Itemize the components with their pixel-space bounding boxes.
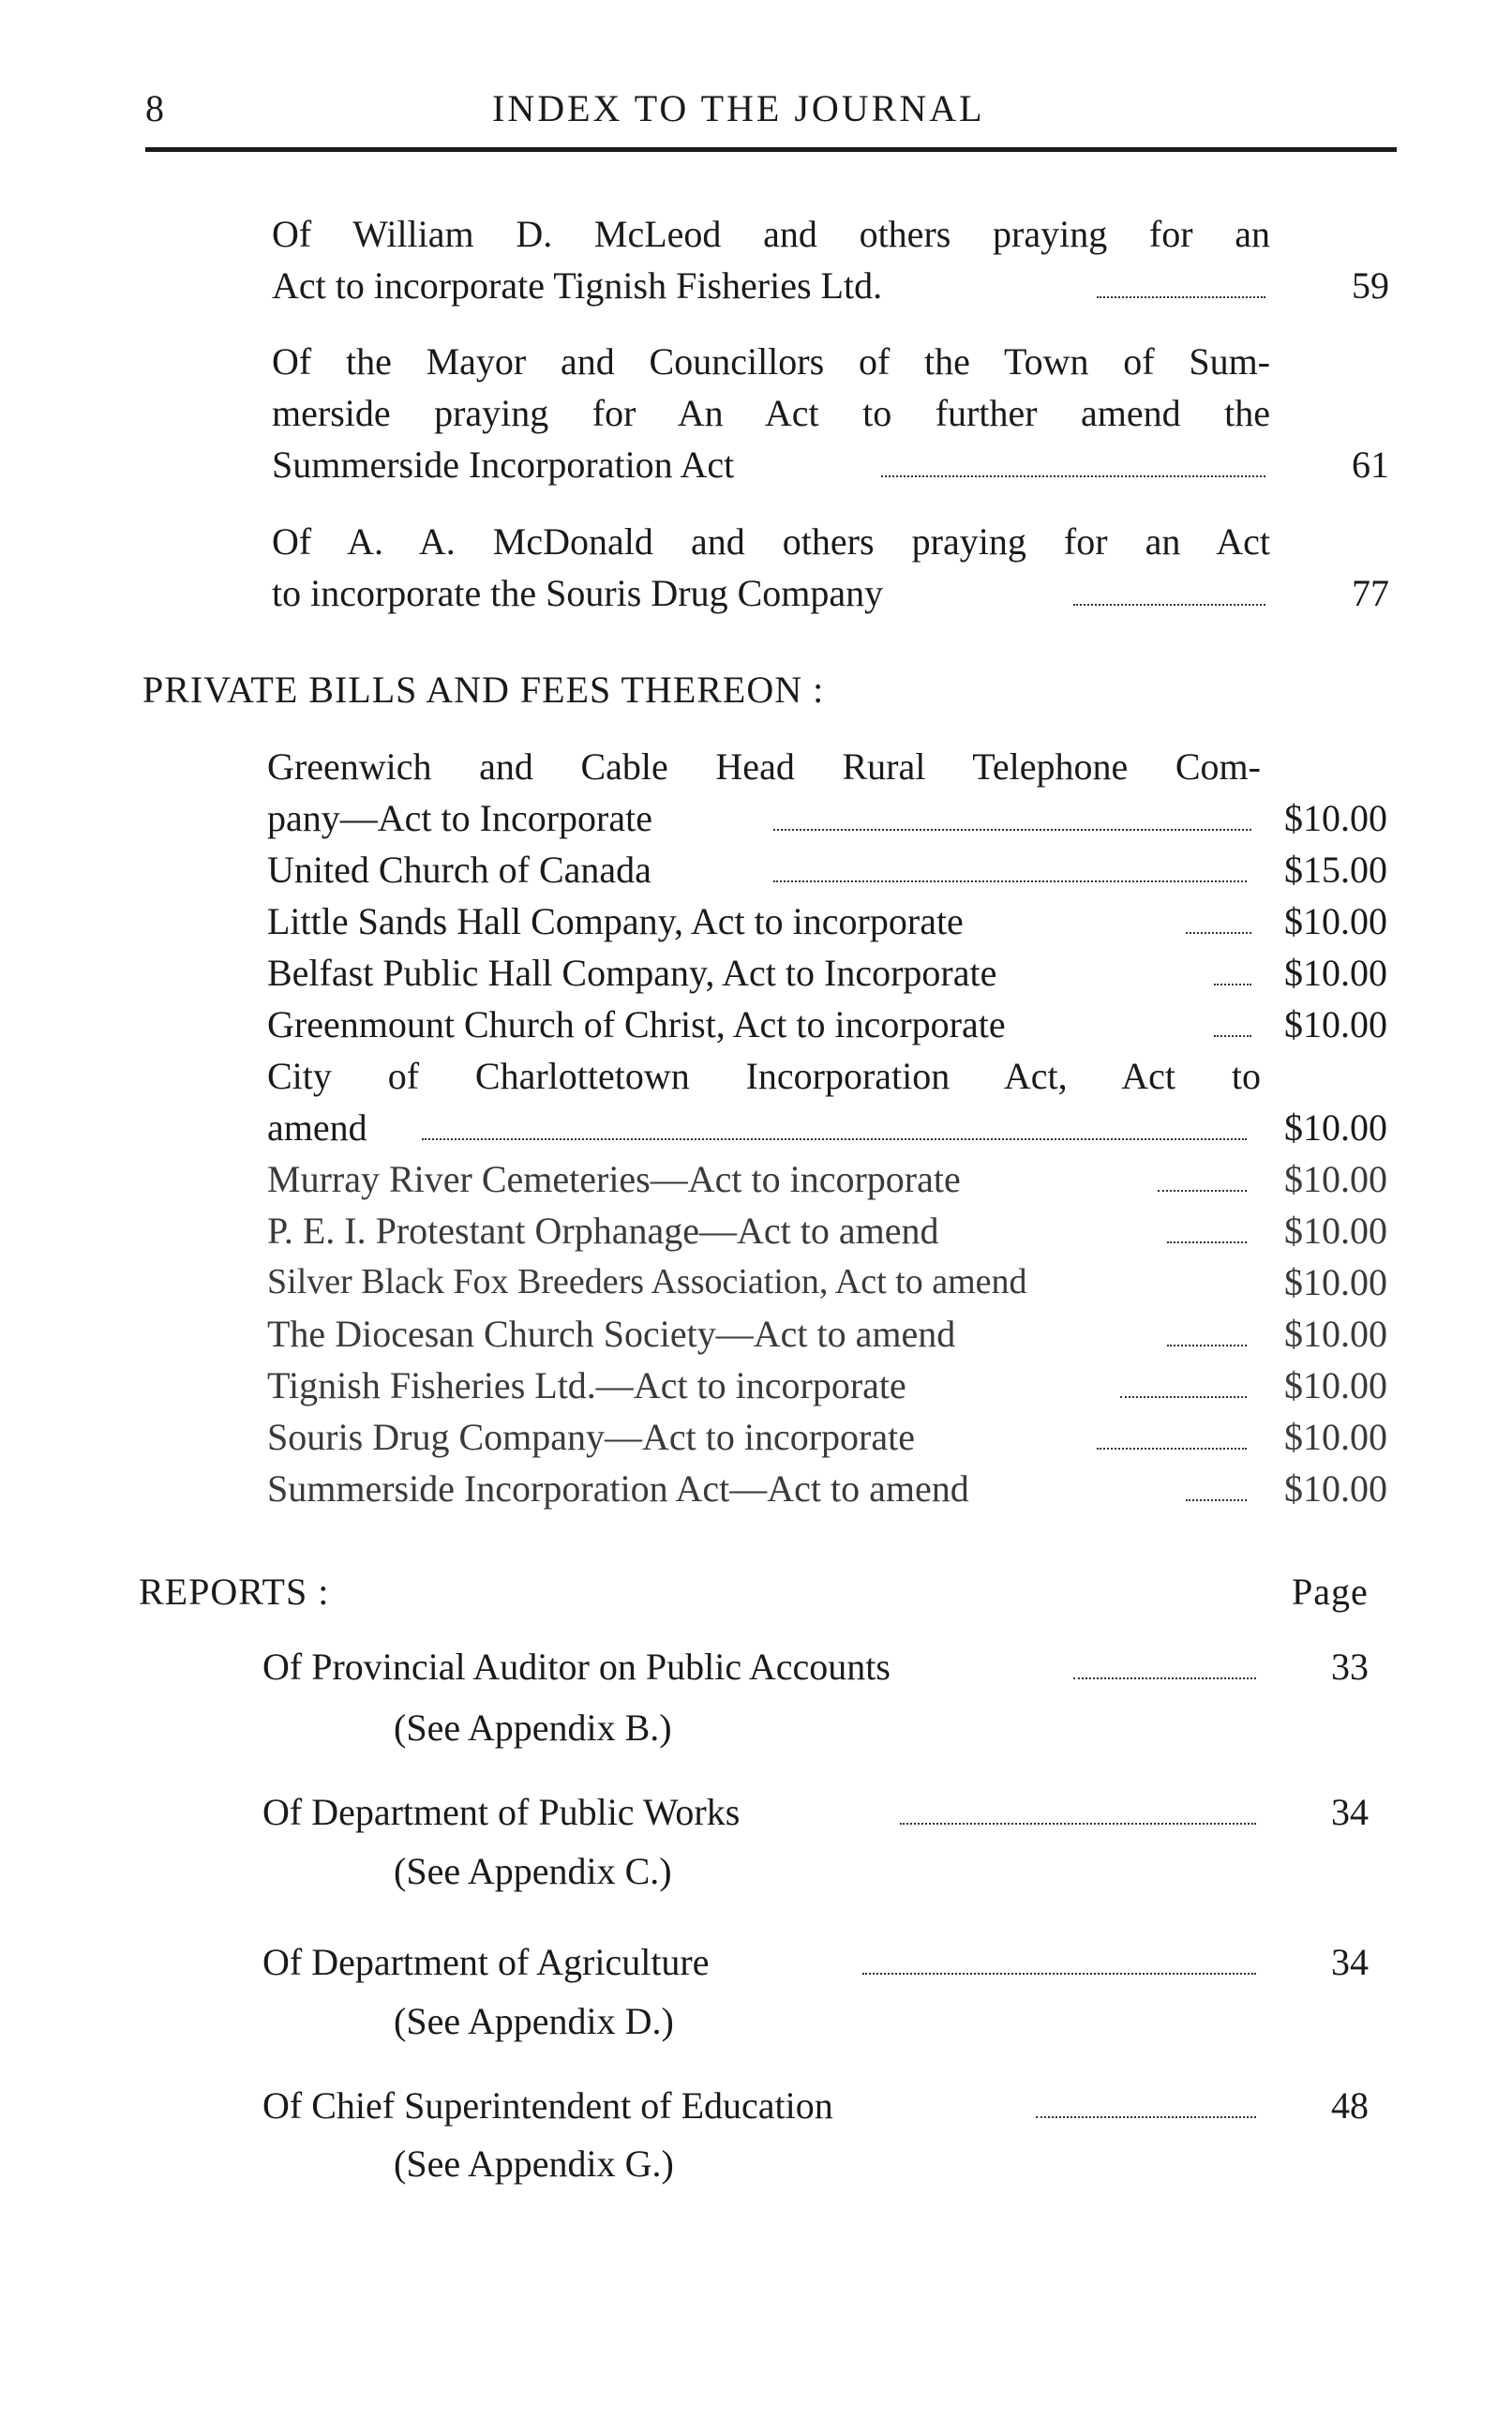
dot-leader: [1120, 1396, 1247, 1398]
dot-leader: [881, 475, 1265, 477]
fee-label: Greenwich and Cable Head Rural Telephone Com-: [267, 745, 1261, 788]
entry-line-text: Summerside Incorporation Act: [272, 444, 735, 486]
report-entry: [262, 2080, 1256, 2131]
fee-label: Murray River Cemeteries—Act to incorporate: [267, 1158, 961, 1200]
fee-row: [267, 999, 1387, 1050]
fee-amount: $10.00: [1284, 1313, 1387, 1355]
fee-row: [267, 895, 1387, 947]
fee-label: Souris Drug Company—Act to incorporate: [267, 1416, 915, 1458]
page-reference: 34: [1331, 1941, 1369, 1983]
fee-amount: $10.00: [1284, 1210, 1387, 1252]
entry-line-text: to incorporate the Souris Drug Company: [272, 572, 884, 614]
page-column-label: Page: [1292, 1571, 1369, 1613]
dot-leader: [1214, 984, 1251, 985]
page-reference: 33: [1331, 1646, 1369, 1688]
fee-row: [267, 1102, 1387, 1153]
appendix-reference: (See Appendix B.): [394, 1707, 672, 1749]
petition-entry: [272, 336, 1270, 490]
fee-amount: $10.00: [1284, 952, 1387, 994]
fee-row: [267, 1050, 1387, 1102]
dot-leader: [1073, 604, 1265, 606]
fee-label: Tignish Fisheries Ltd.—Act to incorporate: [267, 1364, 906, 1406]
entry-line: [272, 567, 1270, 619]
fee-row: [267, 741, 1387, 792]
fee-row: [267, 947, 1387, 999]
fee-row: [267, 1256, 1387, 1308]
dot-leader: [1186, 932, 1251, 934]
entry-line-text: Act to incorporate Tignish Fisheries Ltd.: [272, 264, 883, 307]
dot-leader: [862, 1973, 1256, 1975]
entry-line: [272, 439, 1270, 490]
fee-label: amend: [267, 1106, 367, 1149]
appendix-reference: (See Appendix G.): [394, 2143, 674, 2185]
entry-line: [262, 1641, 1256, 1692]
dot-leader: [1097, 1448, 1247, 1450]
appendix-reference: (See Appendix C.): [394, 1850, 672, 1892]
report-title: Of Department of Public Works: [262, 1791, 741, 1833]
fee-row: [267, 1205, 1387, 1256]
dot-leader: [1214, 1035, 1251, 1037]
fee-row: [267, 844, 1387, 895]
report-entry: [262, 1641, 1256, 1692]
fee-row: [267, 1308, 1387, 1360]
fee-label: Belfast Public Hall Company, Act to Incorporate: [267, 952, 997, 994]
fee-amount: $10.00: [1284, 900, 1387, 942]
entry-line: [272, 260, 1270, 311]
report-entry: [262, 1786, 1256, 1838]
report-title: Of Chief Superintendent of Education: [262, 2084, 833, 2127]
report-entry: [262, 1936, 1256, 1988]
page-reference: 48: [1331, 2084, 1369, 2127]
fee-amount: $10.00: [1284, 1261, 1387, 1303]
dot-leader: [773, 829, 1251, 831]
entry-line: [262, 1786, 1256, 1838]
fee-label: P. E. I. Protestant Orphanage—Act to amend: [267, 1210, 939, 1252]
page-reference: 34: [1331, 1791, 1369, 1833]
page-header: [145, 83, 1397, 139]
page-reference: 77: [1352, 572, 1389, 614]
fee-amount: $10.00: [1284, 1416, 1387, 1458]
dot-leader: [1158, 1190, 1247, 1192]
dot-leader: [422, 1138, 1247, 1140]
report-title: Of Department of Agriculture: [262, 1941, 710, 1983]
page-number: 8: [145, 87, 165, 129]
fee-amount: $10.00: [1284, 1467, 1387, 1510]
page-reference: 59: [1352, 264, 1389, 307]
dot-leader: [1167, 1345, 1247, 1346]
entry-line: [262, 1936, 1256, 1988]
dot-leader: [900, 1823, 1256, 1825]
fee-row: [267, 1153, 1387, 1205]
dot-leader: [773, 880, 1247, 882]
entry-line: merside praying for An Act to further amend the: [272, 392, 1270, 434]
fee-amount: $10.00: [1284, 797, 1387, 839]
fee-row: [267, 792, 1387, 844]
entry-line: Of the Mayor and Councillors of the Town of Sum-: [272, 340, 1270, 383]
fee-amount: $10.00: [1284, 1158, 1387, 1200]
dot-leader: [1186, 1499, 1247, 1501]
fee-label: Little Sands Hall Company, Act to incorporate: [267, 900, 964, 942]
entry-line: Of A. A. McDonald and others praying for an Act: [272, 520, 1270, 563]
fee-amount: $10.00: [1284, 1106, 1387, 1149]
header-rule: [145, 147, 1397, 152]
appendix-reference: (See Appendix D.): [394, 2000, 674, 2042]
petition-entry: [272, 516, 1270, 619]
fee-label: United Church of Canada: [267, 849, 651, 891]
fee-label: Summerside Incorporation Act—Act to amend: [267, 1467, 969, 1510]
section-heading-reports: REPORTS :: [139, 1571, 330, 1613]
dot-leader: [1036, 2116, 1256, 2118]
dot-leader: [1097, 296, 1265, 298]
fee-row: [267, 1463, 1387, 1514]
fee-label: The Diocesan Church Society—Act to amend: [267, 1313, 956, 1355]
entry-line: Of William D. McLeod and others praying for an: [272, 213, 1270, 255]
fee-label: pany—Act to Incorporate: [267, 797, 652, 839]
fee-amount: $15.00: [1284, 849, 1387, 891]
fee-label: Greenmount Church of Christ, Act to incorporate: [267, 1003, 1006, 1045]
fee-label: City of Charlottetown Incorporation Act, Act to: [267, 1055, 1261, 1097]
page-title: INDEX TO THE JOURNAL: [492, 87, 985, 129]
fee-row: [267, 1411, 1387, 1463]
fee-amount: $10.00: [1284, 1364, 1387, 1406]
fee-amount: $10.00: [1284, 1003, 1387, 1045]
petition-entry: [272, 208, 1270, 311]
section-heading-private-bills: PRIVATE BILLS AND FEES THEREON :: [142, 669, 825, 711]
dot-leader: [1167, 1241, 1247, 1243]
entry-line: [262, 2080, 1256, 2131]
fee-label: Silver Black Fox Breeders Association, Act to amend: [267, 1262, 1027, 1301]
fee-row: [267, 1360, 1387, 1411]
report-title: Of Provincial Auditor on Public Accounts: [262, 1646, 891, 1688]
page-reference: 61: [1352, 444, 1389, 486]
dot-leader: [1073, 1677, 1256, 1679]
